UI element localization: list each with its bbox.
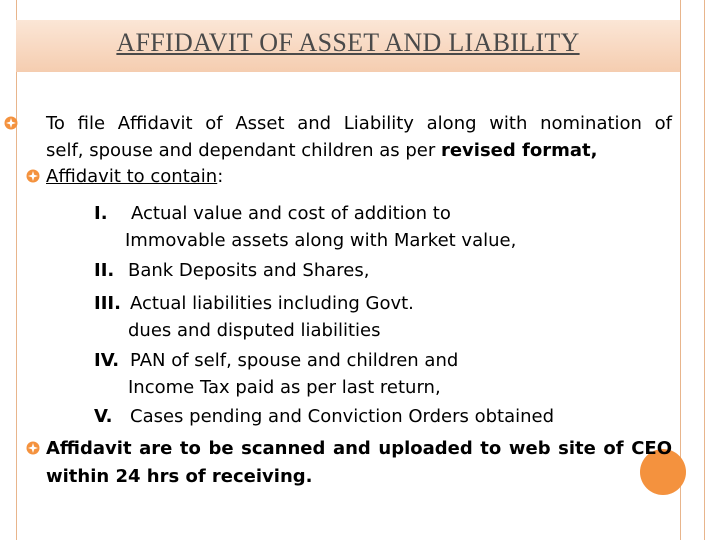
flower-bullet-icon: [4, 116, 18, 130]
affidavit-to-contain-text: Affidavit to contain: [46, 166, 218, 187]
revised-format-text: revised format,: [440, 140, 598, 161]
bullet-2-line: [46, 165, 223, 188]
colon-text: :: [217, 166, 224, 187]
item-text: Cases pending and Conviction Orders obtained: [130, 406, 555, 427]
frame-left-line: [16, 0, 17, 540]
item-text-continued: dues and disputed liabilities: [128, 320, 381, 341]
bullet-1-line-2-text: self, spouse and dependant children as per: [46, 140, 441, 161]
item-numeral: III.: [94, 293, 121, 314]
bullet-3-line-2: within 24 hrs of receiving.: [46, 466, 313, 487]
item-text: PAN of self, spouse and children and: [130, 350, 459, 371]
bullet-1-line-1: To file Affidavit of Asset and Liability along with nomination of: [46, 113, 672, 134]
item-numeral: IV.: [94, 350, 120, 371]
bullet-3-line-1: Affidavit are to be scanned and uploaded to web site of CEO: [46, 438, 672, 459]
item-numeral: I.: [94, 203, 108, 224]
page-title: AFFIDAVIT OF ASSET AND LIABILITY: [116, 28, 580, 57]
item-numeral: V.: [94, 406, 113, 427]
item-text: Actual liabilities including Govt.: [130, 293, 414, 314]
item-text: Bank Deposits and Shares,: [128, 260, 370, 281]
bullet-1-line-2: [46, 139, 597, 162]
item-text-continued: Income Tax paid as per last return,: [128, 377, 441, 398]
item-text-continued: Immovable assets along with Market value,: [125, 230, 517, 251]
frame-right-line-outer: [704, 0, 705, 540]
item-numeral: II.: [94, 260, 115, 281]
flower-bullet-icon: [26, 441, 40, 455]
item-text: Actual value and cost of addition to: [131, 203, 451, 224]
flower-bullet-icon: [26, 169, 40, 183]
